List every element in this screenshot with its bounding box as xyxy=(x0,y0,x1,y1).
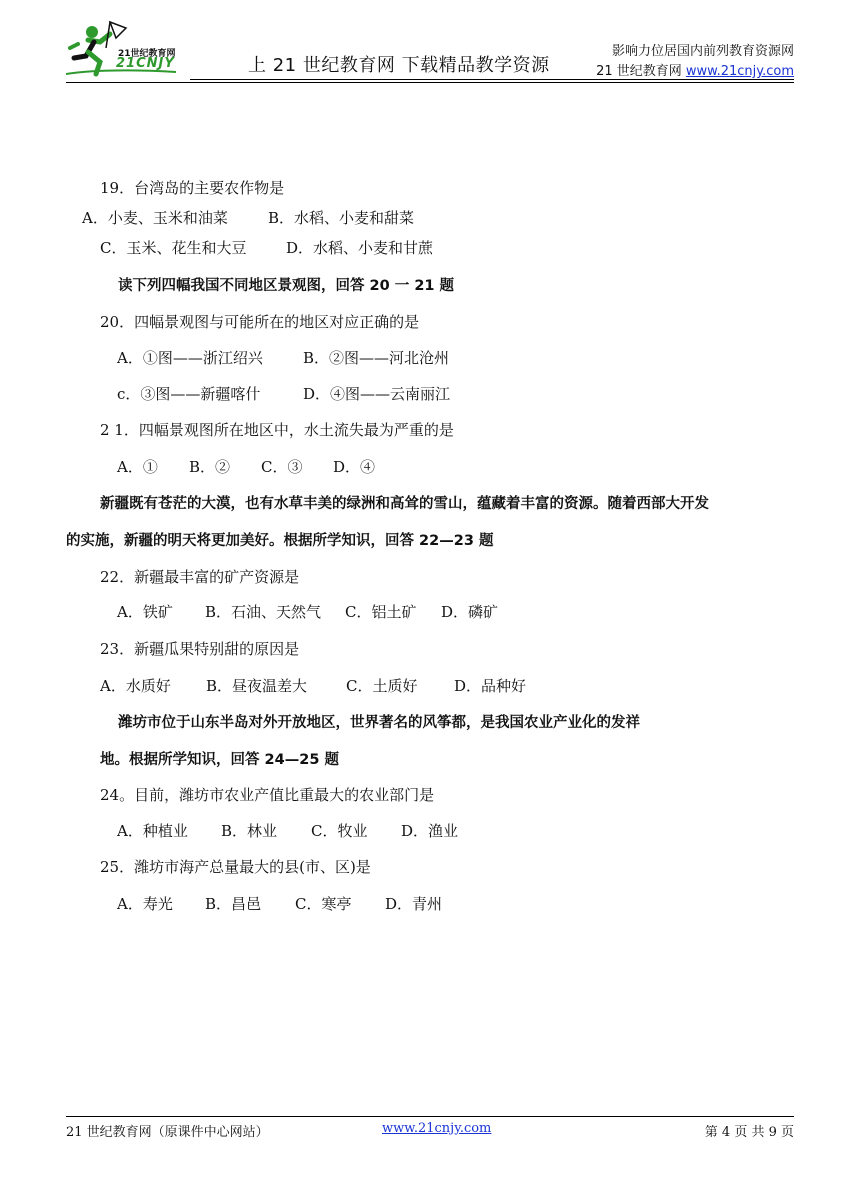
q20-stem: 20．四幅景观图与可能所在的地区对应正确的是 xyxy=(100,313,420,331)
q25-options xyxy=(117,893,442,914)
q23-option-a: A．水质好 xyxy=(100,677,171,695)
q22-option-c: C．铝土矿 xyxy=(345,603,417,621)
q25-option-b: B．昌邑 xyxy=(205,895,262,913)
q24-option-c: C．牧业 xyxy=(311,822,368,840)
q22-option-a: A．铁矿 xyxy=(117,603,173,621)
footer-link-wrap xyxy=(382,1121,491,1136)
footer-page-number: 第 4 页 共 9 页 xyxy=(704,1125,794,1140)
header-title: 上 21 世纪教育网 下载精品教学资源 xyxy=(248,55,550,76)
q22-stem: 22．新疆最丰富的矿产资源是 xyxy=(100,568,300,586)
q24-options xyxy=(117,820,458,841)
q19-option-b: B．水稻、小麦和甜菜 xyxy=(268,209,415,227)
header-right xyxy=(596,42,794,82)
q24-option-a: A．种植业 xyxy=(117,822,188,840)
footer-rule xyxy=(66,1116,794,1117)
header-site-link[interactable]: www.21cnjy.com xyxy=(685,64,794,79)
q19-option-a: A．小麦、玉米和油菜 xyxy=(82,209,228,227)
logo-text-bottom: 21CNJY xyxy=(116,56,175,71)
q21-stem: 2 1．四幅景观图所在地区中，水土流失最为严重的是 xyxy=(100,421,454,439)
footer-site-name: 21 世纪教育网（原课件中心网站） xyxy=(66,1125,269,1140)
header-rule-thin xyxy=(190,79,794,80)
q19-stem: 19．台湾岛的主要农作物是 xyxy=(100,179,285,197)
footer-site-link[interactable]: www.21cnjy.com xyxy=(382,1121,492,1136)
intro-24-25-line2: 地。根据所学知识，回答 24—25 题 xyxy=(100,752,339,768)
q20-option-c: c．③图——新疆喀什 xyxy=(117,385,261,403)
header-rule xyxy=(66,82,794,83)
header-slogan: 影响力位居国内前列教育资源网 xyxy=(611,44,794,59)
q21-option-c: C．③ xyxy=(261,458,303,476)
q23-option-c: C．土质好 xyxy=(346,677,418,695)
intro-22-23-line1: 新疆既有苍茫的大漠，也有水草丰美的绿洲和高耸的雪山，蕴藏着丰富的资源。随着西部大开发 xyxy=(100,496,709,512)
q19-option-c: C．玉米、花生和大豆 xyxy=(100,239,247,257)
q23-stem: 23．新疆瓜果特别甜的原因是 xyxy=(100,640,300,658)
q21-option-b: B．② xyxy=(189,458,231,476)
site-logo[interactable] xyxy=(66,18,196,80)
header-site-prefix: 21 世纪教育网 xyxy=(596,64,686,79)
intro-22-23-line2: 的实施，新疆的明天将更加美好。根据所学知识，回答 22—23 题 xyxy=(66,533,494,549)
q25-option-d: D．青州 xyxy=(385,895,443,913)
q25-stem: 25．潍坊市海产总量最大的县(市、区)是 xyxy=(100,858,371,876)
q20-options-row1 xyxy=(117,347,449,368)
q24-stem: 24。目前，潍坊市农业产值比重最大的农业部门是 xyxy=(100,786,435,804)
q20-option-d: D．④图——云南丽江 xyxy=(303,385,451,403)
q23-options xyxy=(100,675,526,696)
q23-option-b: B．昼夜温差大 xyxy=(206,677,308,695)
intro-24-25-line1: 潍坊市位于山东半岛对外开放地区，世界著名的风筝都，是我国农业产业化的发祥 xyxy=(118,715,640,731)
q21-options xyxy=(117,456,375,477)
q25-option-a: A．寿光 xyxy=(117,895,173,913)
q22-option-b: B．石油、天然气 xyxy=(205,603,322,621)
q23-option-d: D．品种好 xyxy=(454,677,527,695)
q19-options-row1 xyxy=(82,207,414,228)
q21-option-d: D．④ xyxy=(333,458,376,476)
q20-option-b: B．②图——河北沧州 xyxy=(303,349,450,367)
q24-option-d: D．渔业 xyxy=(401,822,459,840)
q22-options xyxy=(117,601,498,622)
q24-option-b: B．林业 xyxy=(221,822,278,840)
q20-options-row2 xyxy=(117,383,450,404)
q22-option-d: D．磷矿 xyxy=(441,603,499,621)
q19-options-row2 xyxy=(100,237,433,258)
q19-option-d: D．水稻、小麦和甘蔗 xyxy=(286,239,434,257)
q25-option-c: C．寒亭 xyxy=(295,895,352,913)
logo-text-top: 21世纪教育网 xyxy=(118,49,176,59)
q20-option-a: A．①图——浙江绍兴 xyxy=(117,349,263,367)
intro-20-21: 读下列四幅我国不同地区景观图，回答 20 一 21 题 xyxy=(118,278,455,294)
q21-option-a: A．① xyxy=(117,458,158,476)
